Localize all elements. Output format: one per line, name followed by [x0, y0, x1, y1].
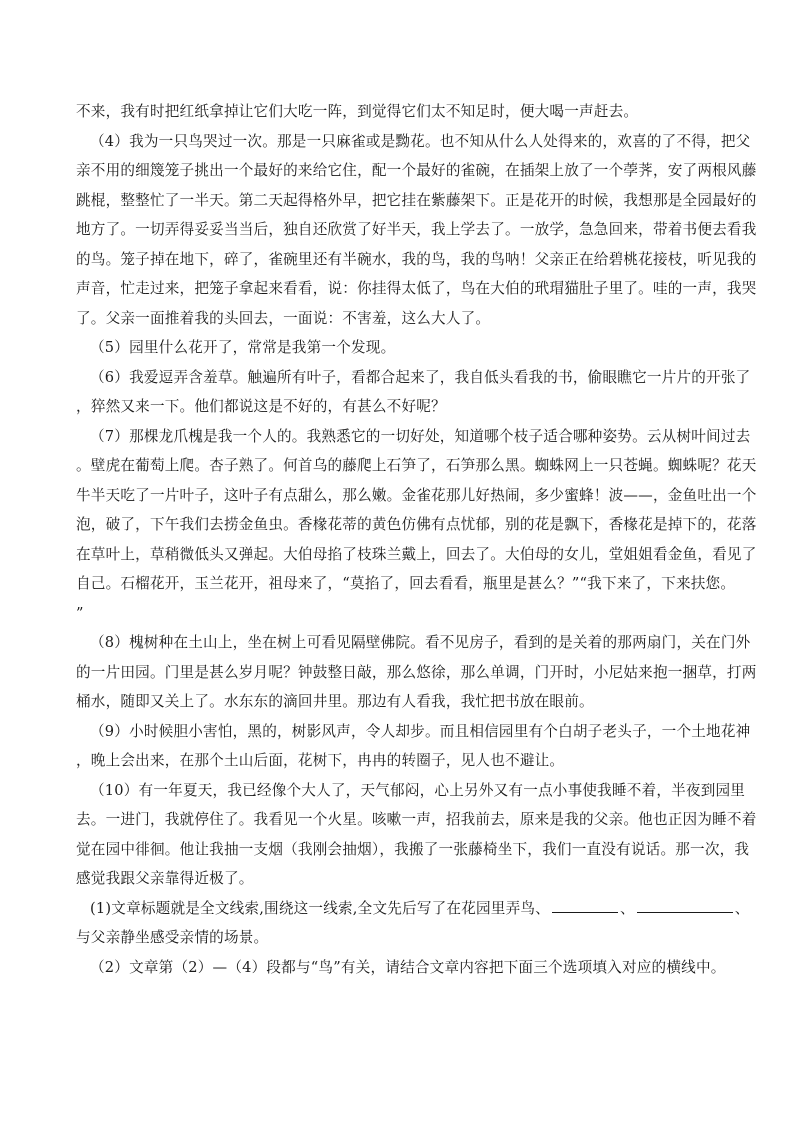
paragraph-8-line: （8）槐树种在土山上，坐在树上可看见隔壁佛院。看不见房子，看到的是关着的那两扇门，关在门外	[90, 634, 751, 651]
paragraph-4-line: （4）我为一只鸟哭过一次。那是一只麻雀或是黝花。也不知从什么人处得来的，欢喜的了不得，把父	[90, 132, 751, 150]
paragraph-10-line: （10）有一年夏天，我已经像个大人了，天气郁闷，心上另外又有一点小事使我睡不着，半夜到园里	[90, 781, 746, 799]
paragraph-8-line: 桶水，随即又关上了。水东东的滴回井里。那边有人看我，我忙把书放在眼前。	[76, 693, 594, 710]
question-1-separator: 、	[619, 899, 635, 917]
paragraph-7-line: （7）那棵龙爪槐是我一个人的。我熟悉它的一切好处，知道哪个枝子适合哪种姿势。云从树叶间过去	[90, 427, 751, 445]
paragraph-9-line: ，晚上会出来，在那个土山后面，花树下，冉冉的转圈子，见人也不避让。	[76, 752, 565, 769]
paragraph-9-line: （9）小时候胆小害怕，黑的，树影风声，令人却步。而且相信园里有个白胡子老头子，一个土地花神	[90, 722, 751, 740]
paragraph-7-line: 自己。石榴花开，玉兰花开，祖母来了，“莫掐了，回去看看，瓶里是甚么？”“我下来了，下来扶您。	[76, 575, 736, 592]
paragraph-4-line: 亲不用的细篾笼子挑出一个最好的来给它住，配一个最好的雀碗，在插架上放了一个荸荠，安了两根风藤	[76, 162, 757, 179]
passage-text	[76, 97, 757, 982]
paragraph-7-line: 。壁虎在葡萄上爬。杏子熟了。何首乌的藤爬上石笋了，石笋那么黑。蜘蛛网上一只苍蝇。蜘蛛呢？花天	[76, 457, 757, 474]
paragraph-6-line: （6）我爱逗弄含羞草。触遍所有叶子，看都合起来了，我自低头看我的书，偷眼瞧它一片片的开张了	[90, 368, 751, 386]
question-1	[76, 894, 750, 924]
question-1-text: (1)文章标题就是全文线索,围绕这一线索,全文先后写了在花园里弄鸟、	[90, 899, 550, 917]
paragraph-10-line: 去。一进门，我就停住了。我看见一个火星。咳嗽一声，招我前去，原来是我的父亲。他也正因为睡不着	[76, 811, 757, 828]
question-1-separator-2: 、	[734, 899, 750, 917]
paragraph-4-line: 了。父亲一面推着我的头回去，一面说：不害羞，这么大人了。	[76, 309, 491, 327]
paragraph-7-line: 在草叶上，草稍微低头又弹起。大伯母掐了枝珠兰戴上，回去了。大伯母的女儿，堂姐姐看金鱼，看见了	[76, 545, 757, 563]
answer-blank-2[interactable]	[637, 898, 733, 913]
paragraph-10-line: 感觉我跟父亲靠得近极了。	[76, 870, 254, 887]
answer-blank-1[interactable]	[552, 898, 618, 913]
question-2: （2）文章第（2）—（4）段都与“鸟”有关，请结合文章内容把下面三个选项填入对应的横线中。	[90, 958, 726, 976]
paragraph-7-line: 泡，破了，下午我们去捞金鱼虫。香椽花蒂的黄色仿佛有点忧郁，别的花是飘下，香椽花是掉下的，花落	[76, 516, 757, 533]
paragraph-4-line: 跳棍，整整忙了一半天。第二天起得格外早，把它挂在紫藤架下。正是花开的时候，我想那是全园最好的	[76, 191, 757, 209]
question-1-continued: 与父亲静坐感受亲情的场景。	[76, 929, 269, 946]
paragraph-7-line: ”	[76, 604, 84, 622]
paragraph-4-line: 声音，忙走过来，把笼子拿起来看看，说：你挂得太低了，鸟在大伯的玳瑁猫肚子里了。哇的一声，我哭	[76, 280, 757, 297]
paragraph-5-line: （5）园里什么花开了，常常是我第一个发现。	[90, 339, 396, 356]
paragraph-10-line: 觉在园中徘徊。他让我抽一支烟（我刚会抽烟），我搬了一张藤椅坐下，我们一直没有说话。那一次，我	[76, 840, 750, 858]
paragraph-6-line: ，猝然又来一下。他们都说这是不好的，有甚么不好呢？	[76, 398, 446, 415]
paragraph-7-line: 牛半天吃了一片叶子，这叶子有点甜么，那么嫩。金雀花那儿好热闹，多少蜜蜂！波——，金鱼吐出一个	[76, 486, 757, 504]
paragraph-4-line: 的鸟。笼子掉在地下，碎了，雀碗里还有半碗水，我的鸟，我的鸟呐！父亲正在给碧桃花接枝，听见我的	[76, 250, 757, 268]
passage-line: 不来，我有时把红纸拿掉让它们大吃一阵，到觉得它们太不知足时，便大喝一声赶去。	[76, 103, 639, 120]
paragraph-8-line: 的一片田园。门里是甚么岁月呢？钟鼓整日敲，那么悠徐，那么单调，门开时，小尼姑来抱一捆草，打两	[76, 663, 757, 681]
paragraph-4-line: 地方了。一切弄得妥妥当当后，独自还欣赏了好半天，我上学去了。一放学，急急回来，带着书便去看我	[76, 221, 757, 238]
